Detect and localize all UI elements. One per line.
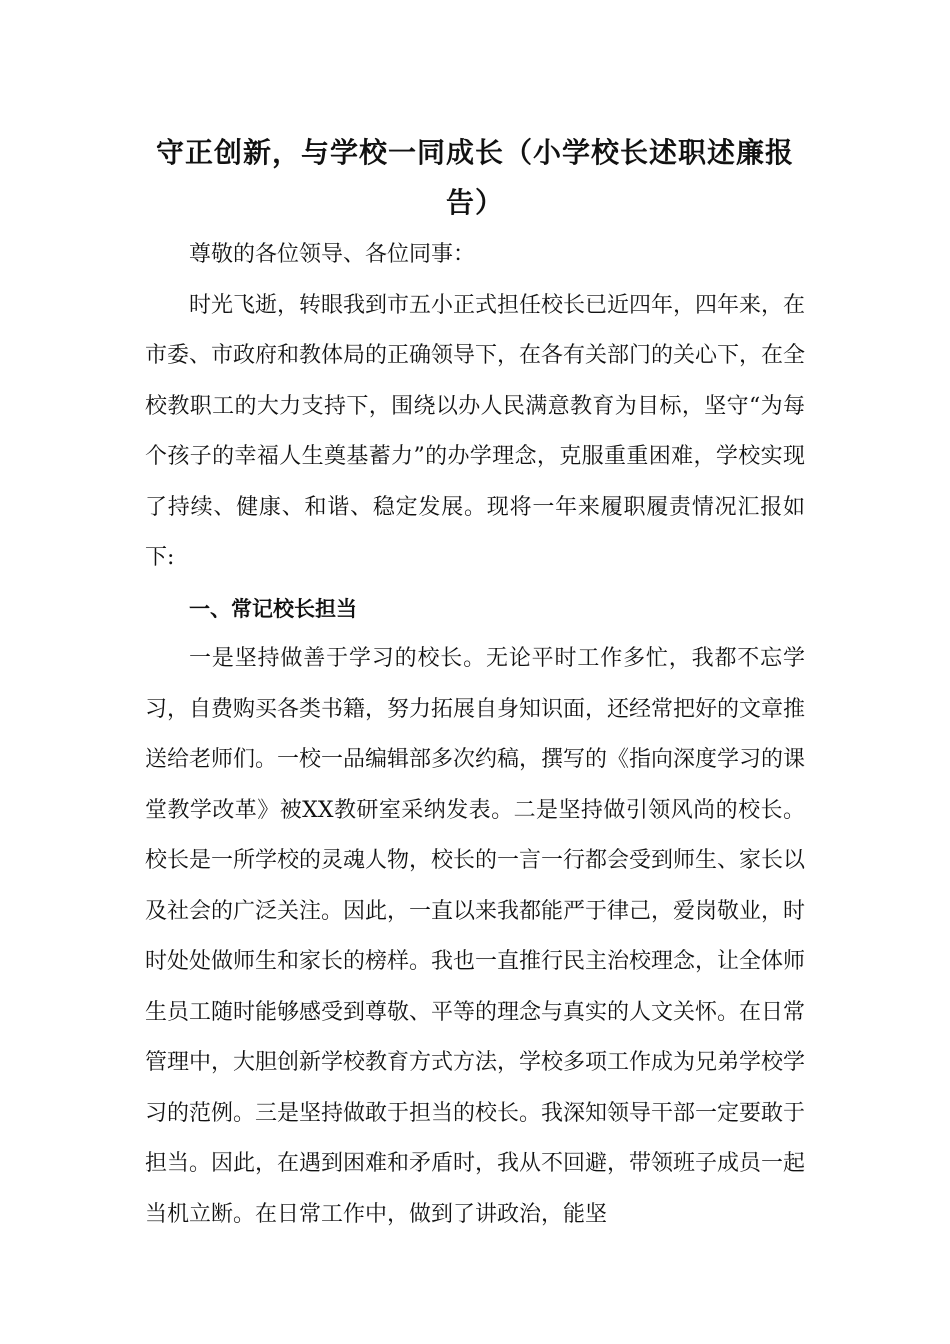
intro-paragraph: 时光飞逝，转眼我到市五小正式担任校长已近四年，四年来，在市委、市政府和教体局的正确领导下，在各有关部门的关心下，在全校教职工的大力支持下，围绕以办人民满意教育为目标，坚守“为每个孩子的幸福人生奠基蓄力”的办学理念，克服重重困难，学校实现了持续、健康、和谐、稳定发展。现将一年来履职履责情况汇报如下: xyxy=(145,292,806,570)
section-heading: 一、常记校长担当 xyxy=(189,596,357,621)
document-title: 守正创新，与学校一同成长（小学校长述职述廉报告） xyxy=(155,136,794,219)
document-page xyxy=(145,128,805,1240)
section-body-paragraph: 一是坚持做善于学习的校长。无论平时工作多忙，我都不忘学习，自费购买各类书籍，努力拓展自身知识面，还经常把好的文章推送给老师们。一校一品编辑部多次约稿，撰写的《指向深度学习的课堂教学改革》被XX教研室采纳发表。二是坚持做引领风尚的校长。校长是一所学校的灵魂人物，校长的一言一行都会受到师生、家长以及社会的广泛关注。因此，一直以来我都能严于律己，爱岗敬业，时时处处做师生和家长的榜样。我也一直推行民主治校理念，让全体师生员工随时能够感受到尊敬、平等的理念与真实的人文关怀。在日常管理中，大胆创新学校教育方式方法，学校多项工作成为兄弟学校学习的范例。三是坚持做敢于担当的校长。我深知领导干部一定要敢于担当。因此，在遇到困难和矛盾时，我从不回避，带领班子成员一起当机立断。在日常工作中，做到了讲政治，能坚 xyxy=(145,646,806,1227)
salutation: 尊敬的各位领导、各位同事： xyxy=(189,242,476,267)
